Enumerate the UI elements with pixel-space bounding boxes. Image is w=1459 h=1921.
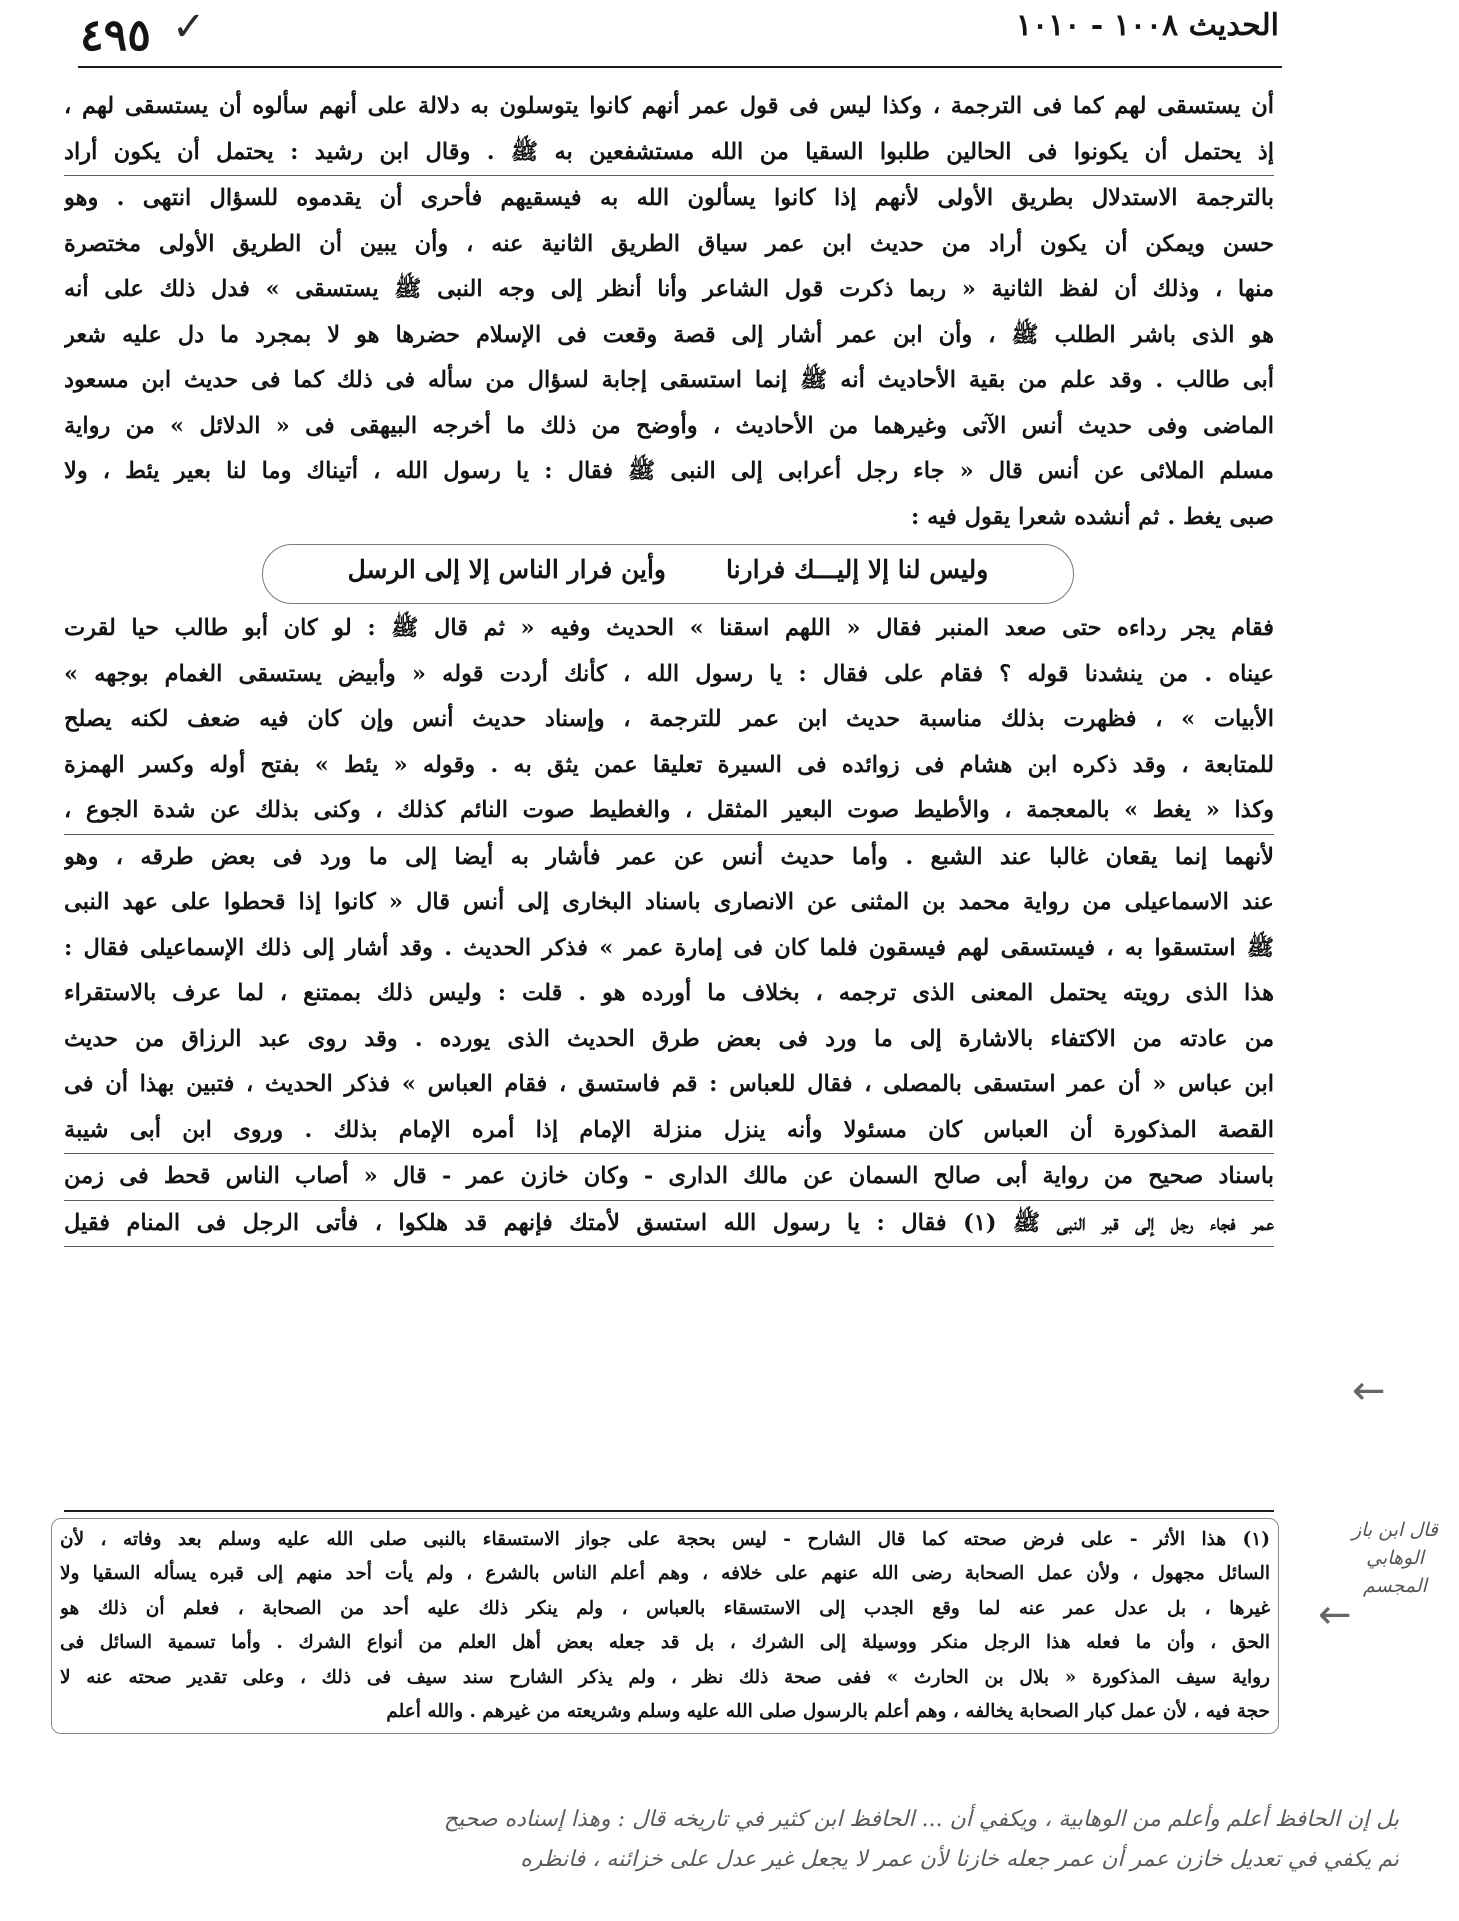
- footnote-block: [51, 1518, 1279, 1734]
- footnote-line: السائل مجهول ، ولأن عمل الصحابة رضى الله عنهم على خلافه ، وهم أعلم الناس بالشرع ، ولم يأت أحد منهم إلى قبره يسأله السقيا ولا: [60, 1563, 1270, 1585]
- handwritten-bottom-note: [89, 1800, 1399, 1880]
- footnote-line: حجة فيه ، لأن عمل كبار الصحابة يخالفه ، وهم أعلم بالرسول صلى الله عليه وسلم وشريعته من غيرهم . والله أعلم: [386, 1700, 1270, 1722]
- handwritten-arrow-icon: ←: [1318, 1592, 1352, 1638]
- footnote-line: الحق ، وأن ما فعله هذا الرجل منكر ووسيلة إلى الشرك ، بل قد جعله بعض أهل العلم من أنواع الشرك . وأما تسمية السائل فى: [60, 1632, 1270, 1654]
- text-line: للمتابعة ، وقد ذكره ابن هشام فى زوائده فى السيرة تعليقا عمن يثق به . وقوله « يئط » بفتح أوله وكسر الهمزة: [64, 751, 1274, 778]
- text-line: مسلم الملائى عن أنس قال « جاء رجل أعرابى إلى النبى ﷺ فقال : يا رسول الله ، أتيناك وما لنا بعير يئط ، ولا: [64, 458, 1274, 484]
- text-line: فقام يجر رداءه حتى صعد المنبر فقال « اللهم اسقنا » الحديث وفيه « ثم قال ﷺ : لو كان أبو طالب حيا لقرت: [64, 615, 1274, 641]
- text-line: هذا الذى رويته يحتمل المعنى الذى ترجمه ، بخلاف ما أورده هو . قلت : وليس ذلك بممتنع ، لما عرف بالاستقراء: [64, 980, 1274, 1006]
- text-line: صبى يغط . ثم أنشده شعرا يقول فيه :: [911, 503, 1274, 530]
- footnote-rule: [64, 1510, 1274, 1512]
- handwritten-margin-note: قال ابن باز الوهابي المجسم: [1351, 1519, 1439, 1597]
- text-line: لأنهما إنما يقعان غالبا عند الشبع . وأما حديث أنس عن عمر فأشار به أيضا إلى ما ورد فى بعض طرقه ، وهو: [64, 843, 1274, 870]
- verse-first-hemistich: وليس لنا إلا إليـــك فرارنا: [725, 555, 989, 584]
- text-line: إذ يحتمل أن يكونوا فى الحالين طلبوا السقيا من الله مستشفعين به ﷺ . وقال ابن رشيد : يحتمل أن يكون أراد: [64, 130, 1274, 177]
- poetry-verse: [262, 544, 1074, 604]
- text-line: حسن ويمكن أن يكون أراد من حديث ابن عمر سياق الطريق الثانية عنه ، وأن يبين أن الطريق الأولى مختصرة: [64, 230, 1274, 257]
- handwritten-line: بل إن الحافظ أعلم وأعلم من الوهابية ، ويكفي أن ... الحافظ ابن كثير في تاريخه قال : وهذا إسناده صحيح: [443, 1807, 1399, 1832]
- footnote-line: رواية سيف المذكورة « بلال بن الحارث » ففى صحة ذلك نظر ، ولم يذكر الشارح سند سيف فى ذلك ، وعلى تقدير صحته عنه لا: [60, 1666, 1270, 1688]
- handwritten-check-mark: ✓: [172, 4, 206, 50]
- running-header-chapter: الحديث ١٠٠٨ - ١٠١٠: [1015, 8, 1279, 43]
- text-line: عند الاسماعيلى من رواية محمد بن المثنى عن الانصارى باسناد البخارى إلى أنس قال « كانوا إذا قحطوا على عهد النبى: [64, 889, 1274, 915]
- text-line: الماضى وفى حديث أنس الآتى وغيرهما من الأحاديث ، وأوضح من ذلك ما أخرجه البيهقى فى « الدلائل » من رواية: [64, 412, 1274, 439]
- text-line: ﷺ استسقوا به ، فيستسقى لهم فيسقون فلما كان فى إمارة عمر » فذكر الحديث . وقد أشار إلى ذلك الإسماعيلى فقال :: [64, 934, 1274, 961]
- handwritten-line: ثم يكفي في تعديل خازن عمر أن عمر جعله خازنا لأن عمر لا يجعل غير عدل على خزائنه ، فانظره: [520, 1847, 1399, 1872]
- text-line: عيناه . من ينشدنا قوله ؟ فقام على فقال : يا رسول الله ، كأنك أردت قوله « وأبيض يستسقى الغمام بوجهه »: [64, 660, 1274, 687]
- text-line: بالترجمة الاستدلال بطريق الأولى لأنهم إذا كانوا يسألون الله به فيسقيهم فأحرى أن يقدموه للسؤال انتهى . وهو: [64, 185, 1274, 211]
- text-line: القصة المذكورة أن العباس كان مسئولا وأنه ينزل منزلة الإمام إذا أمره الإمام بذلك . وروى ابن أبى شيبة: [64, 1108, 1274, 1155]
- footnote-line: (١) هذا الأثر - على فرض صحته كما قال الشارح - ليس بحجة على جواز الاستسقاء بالنبى صلى الله عليه وسلم بعد وفاته ، لأن: [60, 1529, 1270, 1550]
- text-line: منها ، وذلك أن لفظ الثانية « ربما ذكرت قول الشاعر وأنا أنظر إلى وجه النبى ﷺ يستسقى » فدل ذلك على أنه: [64, 276, 1274, 302]
- text-line: وكذا « يغط » بالمعجمة ، والأطيط صوت البعير المثقل ، والغطيط صوت النائم كذلك ، وكنى بذلك عن شدة الجوع ،: [64, 788, 1274, 835]
- text-line: هو الذى باشر الطلب ﷺ ، وأن ابن عمر أشار إلى قصة وقعت فى الإسلام حضرها هو لا بمجرد ما دل عليه شعر: [64, 321, 1274, 348]
- text-line: أبى طالب . وقد علم من بقية الأحاديث أنه ﷺ إنما استسقى إجابة لسؤال من سأله فى ذلك كما فى حديث ابن مسعود: [64, 367, 1274, 393]
- text-line: ابن عباس « أن عمر استسقى بالمصلى ، فقال للعباس : قم فاستسق ، فقام العباس » فذكر الحديث ، فتبين بهذا أن فى: [64, 1071, 1274, 1097]
- page-number: ٤٩٥: [80, 10, 151, 61]
- header-rule: [78, 66, 1282, 68]
- verse-second-hemistich: وأين فرار الناس إلا إلى الرسل: [347, 555, 666, 584]
- text-line: باسناد صحيح من رواية أبى صالح السمان عن مالك الدارى - وكان خازن عمر - قال « أصاب الناس قحط فى زمن: [64, 1154, 1274, 1201]
- footnote-line: غيرها ، بل عدل عمر عنه لما وقع الجدب إلى الاستسقاء بالعباس ، ولم ينكر ذلك عليه أحد من الصحابة ، فعلم أن ذلك هو: [60, 1597, 1270, 1619]
- text-line: من عادته من الاكتفاء بالاشارة إلى ما ورد فى بعض طرق الحديث الذى يورده . وقد روى عبد الرزاق من حديث: [64, 1025, 1274, 1052]
- text-line: أن يستسقى لهم كما فى الترجمة ، وكذا ليس فى قول عمر أنهم كانوا يتوسلون به دلالة على أنهم سألوه أن يستسقى لهم ،: [64, 93, 1274, 119]
- handwritten-arrow-icon: ←: [1352, 1368, 1386, 1414]
- text-line: الأبيات » ، فظهرت بذلك مناسبة حديث ابن عمر للترجمة ، وإسناد حديث أنس وإن كان فيه ضعف لكنه يصلح: [64, 706, 1274, 732]
- text-line: عمر فجاء رجل إلى قبر النبى ﷺ (١) فقال : يا رسول الله استسق لأمتك فإنهم قد هلكوا ، فأتى الرجل فى المنام فقيل: [64, 1201, 1274, 1248]
- main-text-block: [64, 84, 1274, 1247]
